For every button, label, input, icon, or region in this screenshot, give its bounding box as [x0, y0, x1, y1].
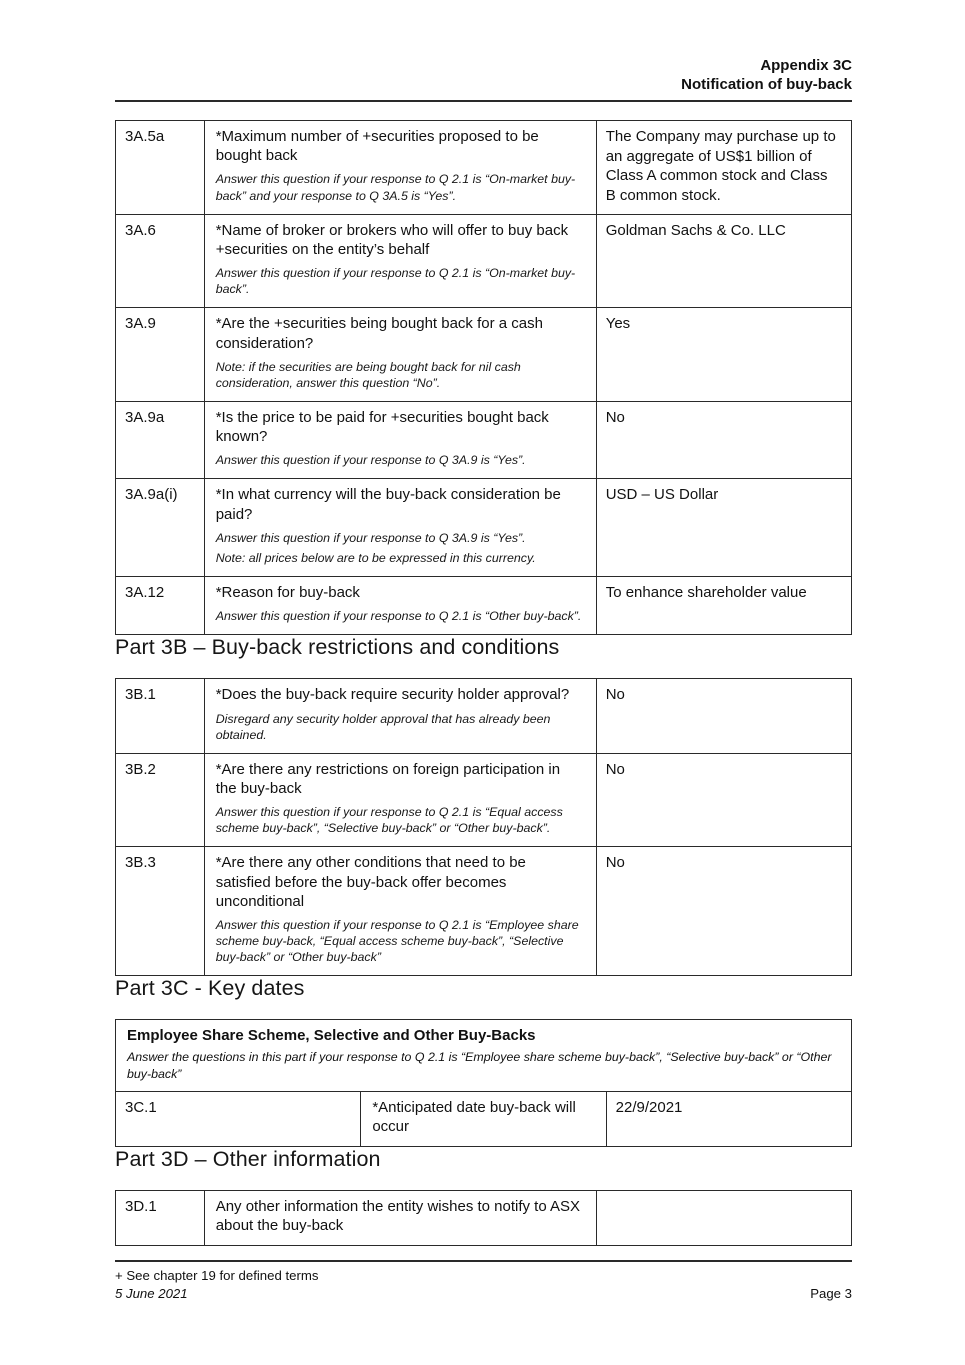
table-row — [116, 308, 852, 402]
document-footer — [115, 1260, 852, 1303]
scheme-header-cell — [116, 1020, 852, 1091]
document-header — [115, 56, 852, 102]
answer-cell: To enhance shareholder value — [596, 577, 851, 635]
question-cell — [204, 753, 596, 847]
question-note: Answer this question if your response to Q 2.1 is “Employee share scheme buy-back, “Equal access scheme buy-back”, “Selective buy-back” or “Other buy-back” — [215, 918, 579, 965]
table-row — [116, 1191, 852, 1246]
row-number: 3A.12 — [116, 577, 205, 635]
row-number: 3A.9 — [116, 308, 205, 402]
answer-cell — [596, 1191, 851, 1246]
answer-cell: No — [596, 679, 851, 753]
part3a-table — [115, 120, 852, 635]
table-row — [116, 577, 852, 635]
part3c-table — [115, 1019, 852, 1147]
question-cell — [204, 121, 596, 215]
question-note: Answer this question if your response to Q 2.1 is “On-market buy-back” and your response to Q 3A.5 is “Yes”. — [215, 172, 576, 203]
table-row — [116, 479, 852, 577]
page-number: Page 3 — [810, 1286, 852, 1302]
answer-cell: USD – US Dollar — [596, 479, 851, 577]
question-text: *Reason for buy-back — [215, 584, 360, 602]
table-row — [116, 214, 852, 308]
question-cell — [204, 679, 596, 753]
row-number: 3B.1 — [116, 679, 205, 753]
question-cell — [204, 308, 596, 402]
question-text: Any other information the entity wishes to notify to ASX about the buy-back — [215, 1198, 581, 1235]
question-note: Answer this question if your response to Q 2.1 is “On-market buy-back”. — [215, 266, 576, 297]
question-text: *Are the +securities being bought back for a cash consideration? — [215, 315, 543, 352]
footer-date: 5 June 2021 — [115, 1286, 188, 1302]
question-cell — [204, 479, 596, 577]
part3c-heading: Part 3C - Key dates — [115, 976, 305, 1001]
question-cell — [361, 1091, 606, 1146]
scheme-title: Employee Share Scheme, Selective and Other Buy-Backs — [127, 1027, 536, 1045]
table-row — [116, 401, 852, 479]
table-row — [116, 121, 852, 215]
part3d-table — [115, 1190, 852, 1246]
question-note: Answer this question if your response to Q 2.1 is “Other buy-back”. — [215, 609, 582, 624]
row-number: 3B.2 — [116, 753, 205, 847]
answer-cell: No — [596, 753, 851, 847]
question-text: *Does the buy-back require security holder approval? — [215, 686, 570, 704]
question-text: *Is the price to be paid for +securities bought back known? — [215, 408, 549, 446]
question-cell — [204, 401, 596, 479]
row-number: 3B.3 — [116, 847, 205, 976]
question-text: *Maximum number of +securities proposed to be bought back — [215, 128, 539, 165]
question-cell — [204, 214, 596, 308]
question-text: *Name of broker or brokers who will offer to buy back +securities on the entity’s behalf — [215, 221, 569, 258]
table-row — [116, 847, 852, 976]
question-note: Answer this question if your response to Q 3A.9 is “Yes”. — [215, 530, 526, 545]
question-note: Note: if the securities are being bought back for nil cash consideration, answer this question “No”. — [215, 359, 521, 390]
question-cell — [204, 577, 596, 635]
appendix-subtitle: Notification of buy-back — [681, 76, 852, 94]
scheme-note: Answer the questions in this part if your response to Q 2.1 is “Employee share scheme buy-back”, “Selective buy-back” or “Other buy-back” — [127, 1050, 832, 1081]
answer-cell: No — [596, 401, 851, 479]
question-cell — [204, 847, 596, 976]
row-number: 3C.1 — [116, 1091, 361, 1146]
row-number: 3A.6 — [116, 214, 205, 308]
part3d-heading: Part 3D – Other information — [115, 1147, 381, 1172]
scheme-header-row — [116, 1020, 852, 1091]
row-number: 3A.9a — [116, 401, 205, 479]
appendix-title: Appendix 3C — [760, 57, 852, 74]
question-text: *In what currency will the buy-back consideration be paid? — [215, 486, 561, 523]
table-row — [116, 753, 852, 847]
question-note: Answer this question if your response to Q 2.1 is “Equal access scheme buy-back”, “Selective buy-back” or “Other buy-back”. — [215, 805, 563, 836]
answer-cell: Yes — [596, 308, 851, 402]
answer-cell: The Company may purchase up to an aggregate of US$1 billion of Class A common stock and Class B common stock. — [596, 121, 851, 215]
question-cell — [204, 1191, 596, 1246]
question-text: *Are there any other conditions that need to be satisfied before the buy-back offer becomes unconditional — [215, 854, 526, 910]
question-text: *Anticipated date buy-back will occur — [372, 1098, 576, 1135]
question-note: Answer this question if your response to Q 3A.9 is “Yes”. — [215, 453, 526, 468]
answer-cell: 22/9/2021 — [606, 1091, 851, 1146]
row-number: 3D.1 — [116, 1191, 205, 1246]
part3b-table — [115, 678, 852, 976]
answer-cell: No — [596, 847, 851, 976]
part3b-heading: Part 3B – Buy-back restrictions and conditions — [115, 635, 560, 660]
question-text: *Are there any restrictions on foreign participation in the buy-back — [215, 760, 561, 798]
table-row — [116, 1091, 852, 1146]
question-note: Disregard any security holder approval that has already been obtained. — [215, 711, 551, 742]
defined-terms-note: + See chapter 19 for defined terms — [115, 1268, 319, 1284]
answer-cell: Goldman Sachs & Co. LLC — [596, 214, 851, 308]
footer-row — [115, 1285, 852, 1303]
table-row — [116, 679, 852, 753]
question-note: Note: all prices below are to be expressed in this currency. — [215, 550, 536, 565]
row-number: 3A.9a(i) — [116, 479, 205, 577]
row-number: 3A.5a — [116, 121, 205, 215]
